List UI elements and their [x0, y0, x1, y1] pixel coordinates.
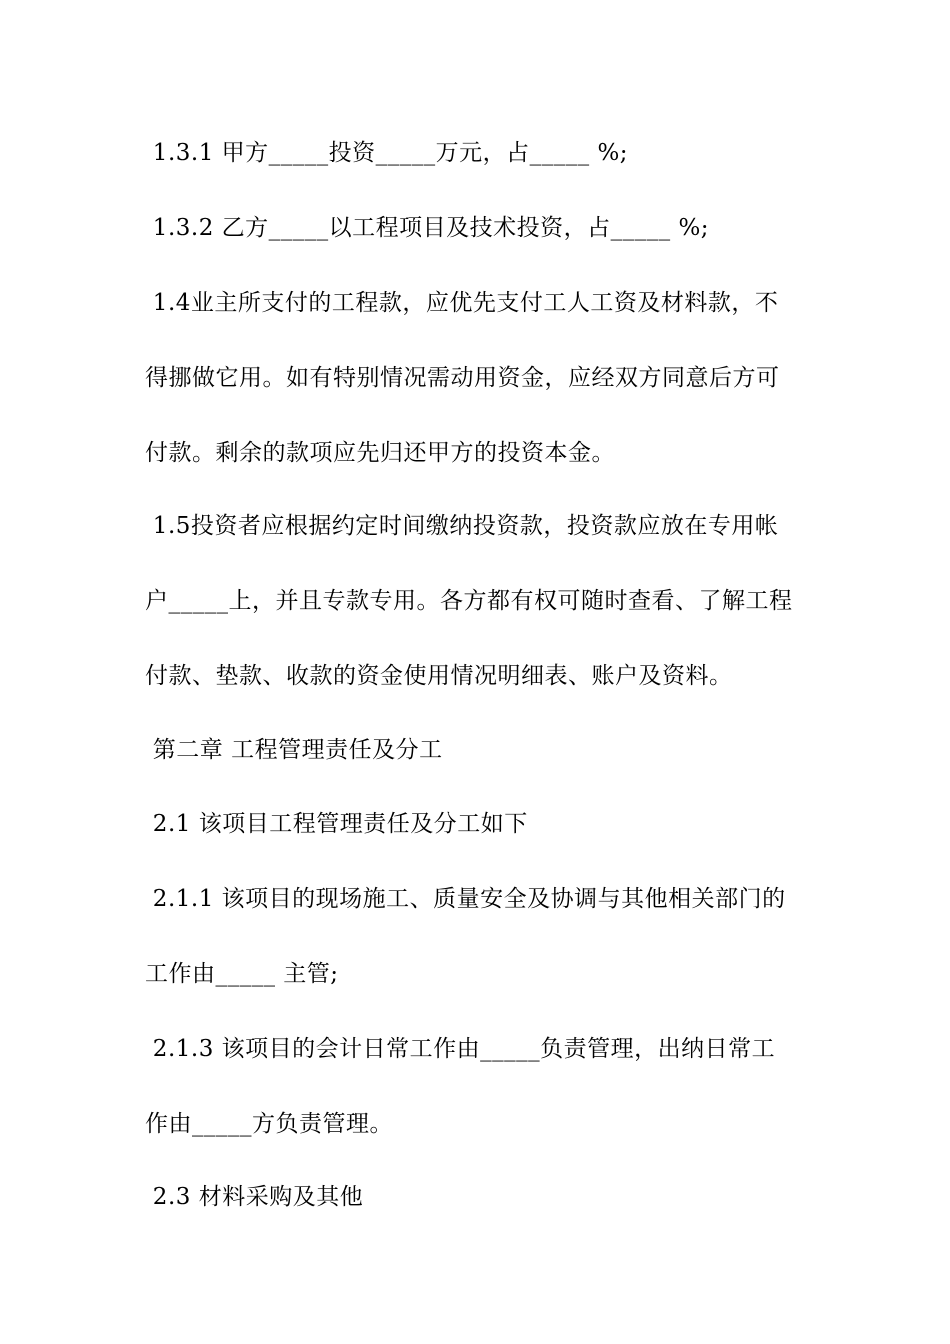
chapter-2-heading: 第二章 工程管理责任及分工: [145, 737, 443, 763]
clause-2-1-1-line-2: 工作由_____ 主管;: [145, 961, 339, 987]
clause-1-5-line-1: 1.5投资者应根据约定时间缴纳投资款，投资款应放在专用帐: [145, 513, 779, 539]
clause-2-1-3-line-1: 2.1.3 该项目的会计日常工作由_____负责管理，出纳日常工: [145, 1036, 776, 1062]
clause-2-1-1-line-1: 2.1.1 该项目的现场施工、质量安全及协调与其他相关部门的: [145, 886, 786, 912]
clause-2-3: 2.3 材料采购及其他: [145, 1184, 364, 1210]
clause-1-4-line-1: 1.4业主所支付的工程款，应优先支付工人工资及材料款，不: [145, 290, 779, 316]
clause-2-1: 2.1 该项目工程管理责任及分工如下: [145, 811, 528, 837]
clause-2-1-3-line-2: 作由_____方负责管理。: [145, 1111, 393, 1137]
clause-1-4-line-3: 付款。剩余的款项应先归还甲方的投资本金。: [145, 440, 615, 466]
clause-1-5-line-3: 付款、垫款、收款的资金使用情况明细表、账户及资料。: [145, 663, 733, 689]
clause-1-3-1: 1.3.1 甲方_____投资_____万元，占_____ %;: [145, 140, 629, 166]
clause-1-3-2: 1.3.2 乙方_____以工程项目及技术投资，占_____ %;: [145, 215, 710, 241]
clause-1-4-line-2: 得挪做它用。如有特别情况需动用资金，应经双方同意后方可: [145, 365, 780, 391]
clause-1-5-line-2: 户_____上，并且专款专用。各方都有权可随时查看、了解工程: [145, 588, 793, 614]
